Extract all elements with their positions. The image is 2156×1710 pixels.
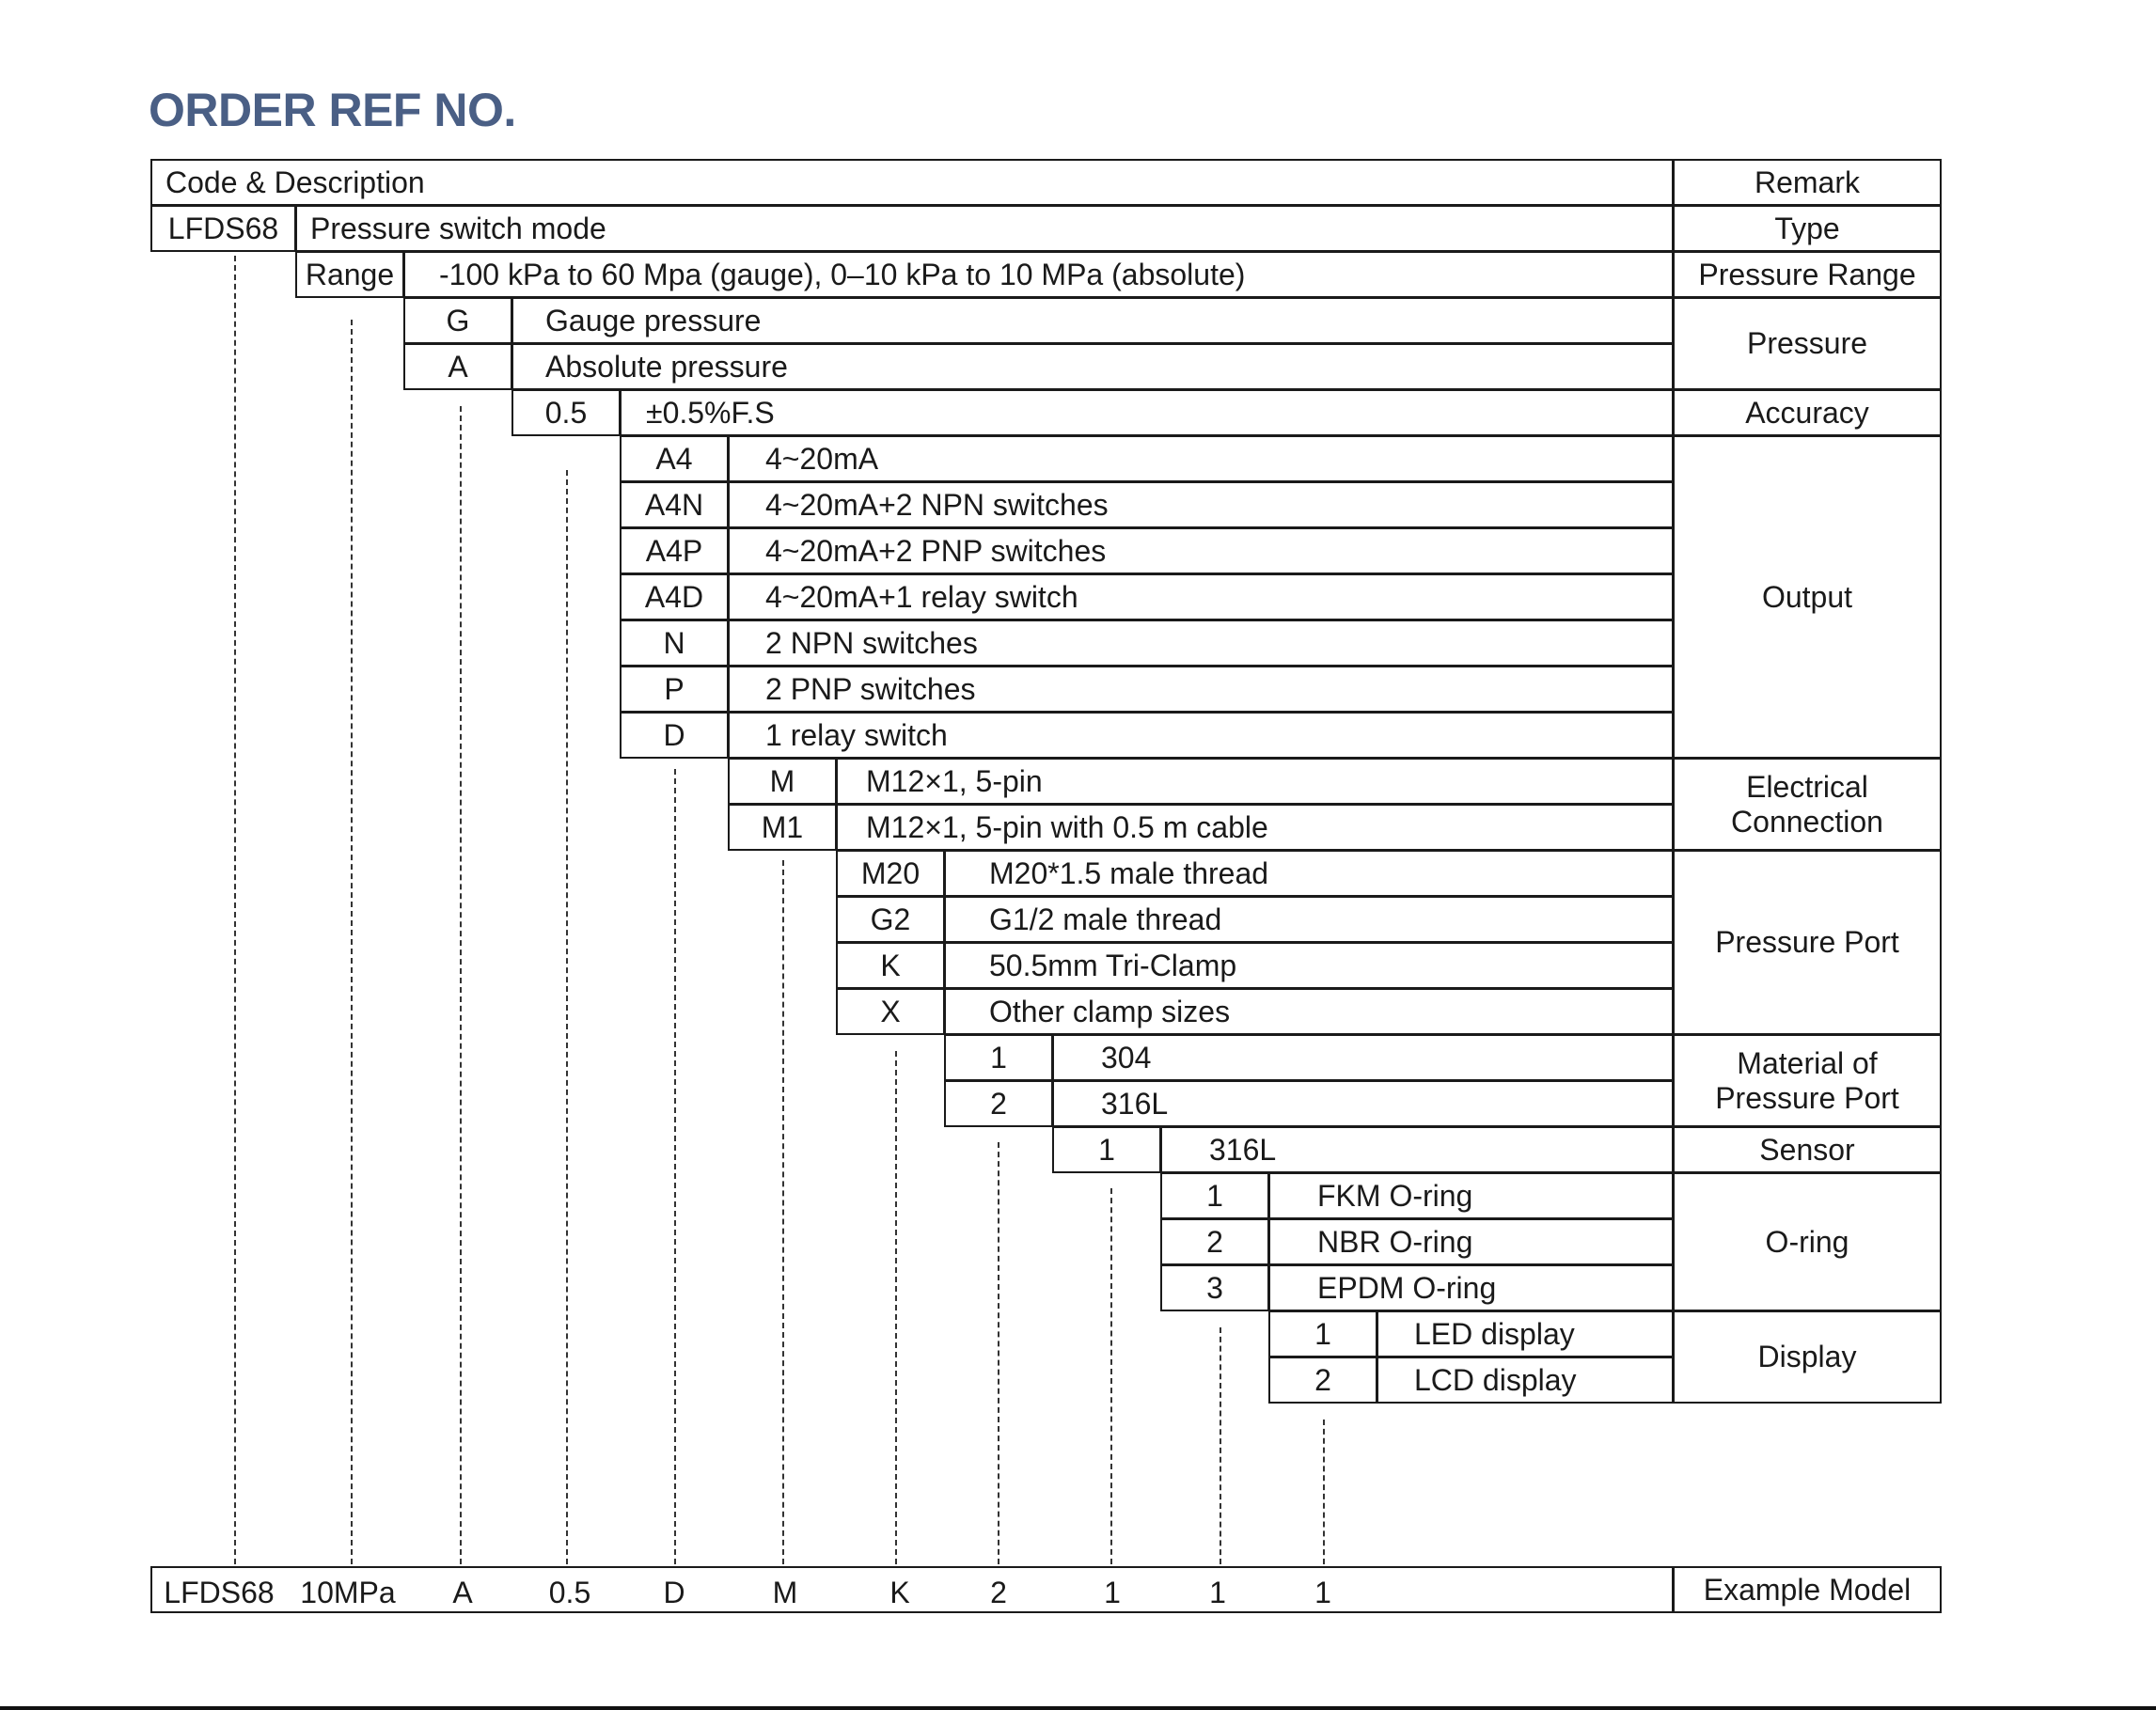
connector-line — [566, 470, 568, 1564]
port-description: G1/2 male thread — [944, 896, 1674, 943]
oring-code: 2 — [1160, 1218, 1269, 1265]
connector-line — [1110, 1188, 1112, 1564]
page-title: ORDER REF NO. — [149, 84, 516, 136]
output-description: 4~20mA+2 PNP switches — [728, 527, 1674, 574]
connector-line — [351, 320, 353, 1564]
output-remark: Output — [1673, 435, 1942, 759]
port-description: M20*1.5 male thread — [944, 850, 1674, 897]
example-remark: Example Model — [1673, 1566, 1942, 1613]
pressure-description: Absolute pressure — [511, 343, 1674, 390]
port-code: M20 — [836, 850, 945, 897]
display-code: 1 — [1268, 1310, 1377, 1357]
example-code: A — [452, 1576, 473, 1609]
electrical-remark: Electrical Connection — [1673, 758, 1942, 851]
connector-line — [234, 256, 236, 1564]
electrical-code: M — [728, 758, 837, 805]
output-code: A4N — [620, 481, 729, 528]
display-code: 2 — [1268, 1357, 1377, 1404]
port-code: G2 — [836, 896, 945, 943]
example-code: 2 — [990, 1576, 1007, 1609]
bottom-rule — [0, 1706, 2156, 1710]
electrical-description: M12×1, 5-pin with 0.5 m cable — [836, 804, 1674, 851]
output-description: 2 NPN switches — [728, 620, 1674, 667]
range-description: -100 kPa to 60 Mpa (gauge), 0–10 kPa to 10 MPa (absolute) — [403, 251, 1674, 298]
accuracy-description: ±0.5%F.S — [620, 389, 1674, 436]
connector-line — [1220, 1327, 1221, 1564]
example-code: D — [663, 1576, 685, 1609]
oring-description: NBR O-ring — [1268, 1218, 1674, 1265]
port-code: X — [836, 988, 945, 1035]
example-code: 1 — [1104, 1576, 1121, 1609]
example-code: 1 — [1314, 1576, 1331, 1609]
accuracy-remark: Accuracy — [1673, 389, 1942, 436]
example-code: K — [889, 1576, 910, 1609]
connector-line — [674, 769, 676, 1564]
material-code: 1 — [944, 1034, 1053, 1081]
sensor-description: 316L — [1160, 1126, 1674, 1173]
oring-code: 1 — [1160, 1172, 1269, 1219]
output-description: 1 relay switch — [728, 712, 1674, 759]
display-description: LCD display — [1377, 1357, 1674, 1404]
connector-line — [895, 1051, 897, 1564]
material-code: 2 — [944, 1080, 1053, 1127]
pressure-remark: Pressure — [1673, 297, 1942, 390]
pressure-code: G — [403, 297, 512, 344]
oring-code: 3 — [1160, 1264, 1269, 1311]
material-description: 316L — [1052, 1080, 1674, 1127]
range-code: Range — [295, 251, 404, 298]
output-code: P — [620, 666, 729, 713]
output-description: 4~20mA+1 relay switch — [728, 573, 1674, 620]
display-description: LED display — [1377, 1310, 1674, 1357]
example-code: 1 — [1209, 1576, 1226, 1609]
header-remark: Remark — [1673, 159, 1942, 206]
port-description: 50.5mm Tri-Clamp — [944, 942, 1674, 989]
port-description: Other clamp sizes — [944, 988, 1674, 1035]
port-code: K — [836, 942, 945, 989]
oring-remark: O-ring — [1673, 1172, 1942, 1311]
display-remark: Display — [1673, 1310, 1942, 1404]
output-description: 4~20mA — [728, 435, 1674, 482]
output-code: N — [620, 620, 729, 667]
output-code: D — [620, 712, 729, 759]
material-remark: Material of Pressure Port — [1673, 1034, 1942, 1127]
example-code: M — [772, 1576, 798, 1609]
accuracy-code: 0.5 — [511, 389, 621, 436]
range-remark: Pressure Range — [1673, 251, 1942, 298]
pressure-description: Gauge pressure — [511, 297, 1674, 344]
oring-description: FKM O-ring — [1268, 1172, 1674, 1219]
example-code: 0.5 — [548, 1576, 591, 1609]
material-description: 304 — [1052, 1034, 1674, 1081]
output-description: 2 PNP switches — [728, 666, 1674, 713]
output-description: 4~20mA+2 NPN switches — [728, 481, 1674, 528]
model-description: Pressure switch mode — [295, 205, 1674, 252]
model-code: LFDS68 — [150, 205, 296, 252]
sensor-remark: Sensor — [1673, 1126, 1942, 1173]
electrical-code: M1 — [728, 804, 837, 851]
output-code: A4P — [620, 527, 729, 574]
oring-description: EPDM O-ring — [1268, 1264, 1674, 1311]
header-code-description: Code & Description — [150, 159, 1674, 206]
output-code: A4D — [620, 573, 729, 620]
connector-line — [460, 406, 462, 1564]
connector-line — [782, 860, 784, 1564]
pressure-code: A — [403, 343, 512, 390]
output-code: A4 — [620, 435, 729, 482]
sensor-code: 1 — [1052, 1126, 1161, 1173]
electrical-description: M12×1, 5-pin — [836, 758, 1674, 805]
port-remark: Pressure Port — [1673, 850, 1942, 1035]
model-remark: Type — [1673, 205, 1942, 252]
connector-line — [1323, 1420, 1325, 1564]
connector-line — [998, 1142, 999, 1564]
example-code: 10MPa — [300, 1576, 396, 1609]
example-code: LFDS68 — [164, 1576, 275, 1609]
